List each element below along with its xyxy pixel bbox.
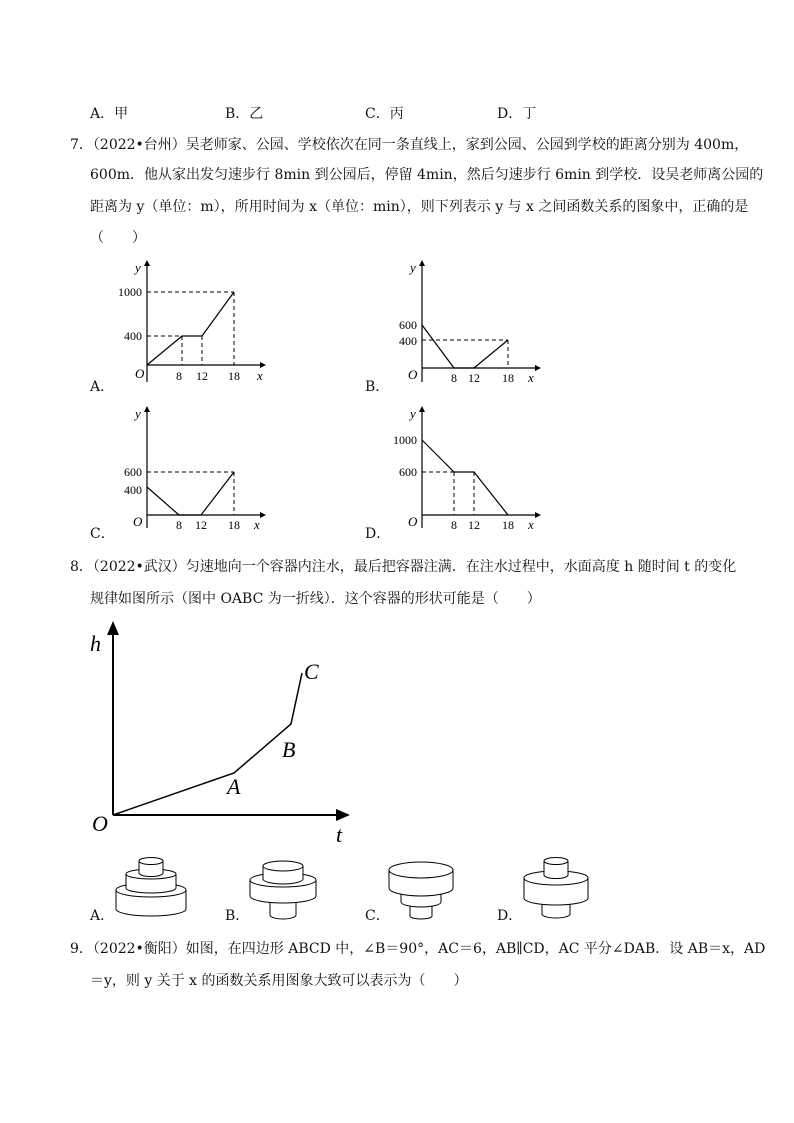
q8-option-c-label: C．	[365, 908, 390, 924]
function-line	[147, 292, 234, 365]
oabc-polyline	[113, 673, 302, 815]
x-axis-label: x	[528, 517, 534, 532]
y-axis-label: y	[135, 260, 141, 275]
q7-graph-c	[115, 404, 265, 534]
h-axis-label: h	[90, 631, 101, 656]
point-b-label: B	[282, 737, 296, 762]
origin-label: O	[408, 514, 418, 529]
q7-option-c-label: C．	[90, 526, 115, 542]
x-tick-2: 12	[468, 518, 480, 532]
y-tick-1: 600	[124, 465, 142, 479]
q7-option-b-label: B．	[365, 379, 390, 395]
q7-graph-a	[115, 258, 265, 388]
origin-label: O	[133, 514, 143, 529]
q7-line-2: 600m．他从家出发匀速步行 8min 到公园后，停留 4min，然后匀速步行 6min 到学校．设吴老师离公园的	[90, 167, 764, 183]
function-line	[422, 440, 508, 515]
q8-graph	[88, 617, 358, 847]
q7-option-a-label: A．	[90, 379, 115, 395]
y-tick-2: 400	[124, 329, 142, 343]
x-tick-1: 8	[176, 369, 182, 383]
q7-line-1: 7．（2022•台州）吴老师家、公园、学校依次在同一条直线上，家到公园、公园到学校的距离分别为 400m，	[70, 137, 749, 153]
container-c-image	[385, 856, 459, 920]
y-tick-1: 600	[399, 318, 417, 332]
x-tick-1: 8	[451, 371, 457, 385]
q8-option-d-label: D．	[497, 908, 523, 924]
y-axis-label: y	[410, 260, 416, 275]
x-axis-label: x	[528, 370, 534, 385]
x-tick-3: 18	[502, 518, 514, 532]
x-tick-3: 18	[228, 518, 240, 532]
x-tick-1: 8	[451, 518, 457, 532]
q6-option-d: D．丁	[497, 106, 537, 122]
x-axis-label: x	[254, 517, 260, 532]
origin-label: O	[92, 811, 108, 836]
q8-line-1: 8．（2022•武汉）匀速地向一个容器内注水，最后把容器注满．在注水过程中，水面高度 h 随时间 t 的变化	[70, 559, 737, 575]
x-tick-3: 18	[228, 369, 240, 383]
container-a-image	[114, 856, 188, 920]
q8-option-b-label: B．	[225, 908, 250, 924]
x-axis-label: x	[257, 368, 263, 383]
origin-label: O	[408, 367, 418, 382]
container-b-image	[246, 860, 320, 924]
point-a-label: A	[227, 774, 241, 799]
function-line	[147, 472, 234, 515]
x-tick-2: 12	[195, 518, 207, 532]
y-tick-2: 600	[399, 465, 417, 479]
function-line	[422, 325, 508, 368]
x-tick-1: 8	[176, 518, 182, 532]
y-axis-label: y	[410, 406, 416, 421]
y-tick-2: 400	[399, 334, 417, 348]
y-tick-1: 1000	[393, 433, 417, 447]
x-tick-3: 18	[502, 371, 514, 385]
q7-option-d-label: D．	[365, 526, 391, 542]
q9-line-2: ＝y，则 y 关于 x 的函数关系用图象大致可以表示为（ ）	[90, 973, 468, 989]
q7-graph-b	[390, 258, 540, 388]
q7-graph-d	[390, 404, 540, 534]
x-tick-2: 12	[196, 369, 208, 383]
y-tick-1: 1000	[118, 285, 142, 299]
q6-option-c: C．丙	[365, 106, 404, 122]
q7-line-3: 距离为 y（单位：m），所用时间为 x（单位：min），则下列表示 y 与 x 之间函数关系的图象中，正确的是	[90, 199, 749, 215]
q6-option-a: A．甲	[90, 106, 129, 122]
q6-option-b: B．乙	[225, 106, 264, 122]
container-d-image	[520, 856, 594, 920]
origin-label: O	[135, 366, 145, 381]
point-c-label: C	[304, 659, 319, 684]
x-tick-2: 12	[468, 371, 480, 385]
y-axis-label: y	[135, 406, 141, 421]
q8-option-a-label: A．	[90, 908, 115, 924]
q7-line-4: （ ）	[90, 230, 146, 246]
q8-line-2: 规律如图所示（图中 OABC 为一折线）．这个容器的形状可能是（ ）	[90, 591, 541, 607]
q9-line-1: 9．（2022•衡阳）如图，在四边形 ABCD 中，∠B＝90°，AC＝6，AB∥CD，AC 平分∠DAB．设 AB＝x，AD	[70, 941, 766, 957]
t-axis-label: t	[336, 822, 343, 847]
y-tick-2: 400	[124, 483, 142, 497]
